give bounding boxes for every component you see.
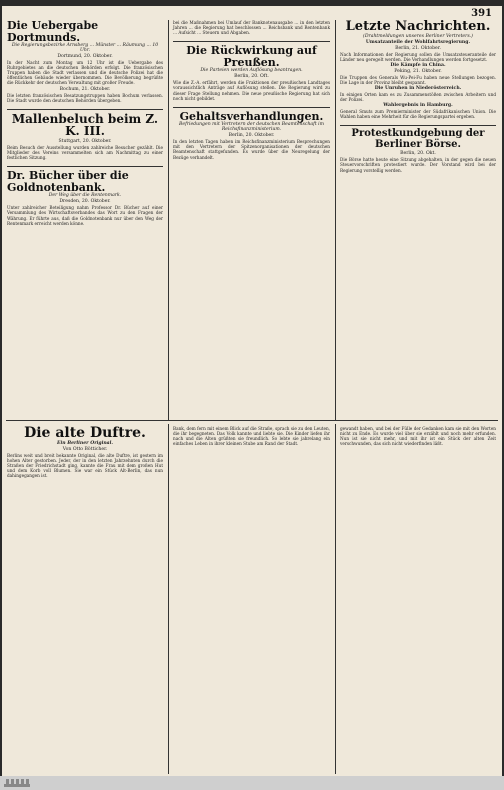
dateline: Peking, 21. Oktober. [394,68,442,74]
article-text: Die Börse hatte heute eine Sitzung abgehalten, in der gegen die neuen Steuervorschriften protestiert wurde. Der Vorstand wird bei der Regierung vorstellig werden. [340,157,496,173]
article-text: Unter zahlreicher Beteiligung nahm Professor Dr. Bücher auf einer Versammlung des Wirtschaftsverbandes das Wort zu den Fragen der Währung. Er führte aus, daß die Goldnotenbank nur über den Weg der Rentenmark erreicht werden könne. [7,205,163,226]
page-number: 391 [471,8,492,19]
article-text: bei die Maßnahmen bei Umlauf der Banknotenausgabe ... in den letzten Jahren ... die Regierung hat beschlossen ... Reichsbank und Rentenbank ... Aufsicht ... Steuern und Abgaben. [173,20,330,36]
article-text: gewandt haben, und bei der Fülle der Gedanken kam sie mit den Worten nicht zu Ende. Es wurde viel über sie erzählt und noch mehr erfunden. Nun ist sie nicht mehr, und mit ihr ist ein Stück der alten Zeit verschwunden, das sich nicht wiederfinden läßt. [340,426,496,447]
article-subtitle: Die Regierungsbezirke Arnsberg ... Münster ... Räumung ... 10 Uhr. [11,43,159,54]
feuilleton-subtitle: Ein Berliner Original. [57,440,113,446]
column-divider [168,424,169,774]
article-title: Die Rückwirkung auf Preußen. [186,44,317,69]
dateline: Bochum, 21. Oktober. [59,86,111,92]
article-text: Die Truppen des Generals Wu-Pei-Fu haben neue Stellungen bezogen. Die Lage in der Provinz bleibt gespannt. [340,74,496,85]
dateline: Berlin, 20. Okt. [400,151,436,157]
article-text: Beim Besuch der Ausstellung wurden zahlreiche Besucher gezählt. Die Mitglieder des Vereins versammelten sich am Nachmittag zu einer festlichen Sitzung. [7,144,163,161]
article-text: Wie die Z.-A. erfährt, werden die Fraktionen der preußischen Landtages voraussichtlich Anträge auf Auflösung stellen. Die Regierung wird zu dieser Frage Stellung nehmen. Die neue preußische Regierung hat sich noch nicht gebildet. [173,80,330,101]
article-title: Dr. Bücher über die Goldnotenbank. [7,169,129,194]
feuilleton-column-3 [340,426,496,446]
article-text: General Smuts zum Premierminister der Südafrikanischen Union. Die Wahlen haben eine Mehrheit für die Regierungspartei ergeben. [340,109,496,120]
section-heading: Die Kämpfe in China. [390,62,446,68]
dateline: Dortmund, 20. Oktober. [57,54,113,60]
article-title: Protestkundgebung der Berliner Börse. [351,128,485,150]
article-text: Berlins weit und breit bekannte Original, die alte Duftre, ist gestern im hohen Alter gestorben. Jeder, der in den letzten Jahrzehnten durch die Straßen der Friedrichstadt ging, kannte die Frau mit dem großen Hut und dem Korb voll Blumen. Sie war ein Stück Alt-Berlin, das nun dahingegangen ist. [7,452,163,479]
article-subtitle: Befriedungen mit Vertretern der deutschen Beamtenschaft im Reichsfinanzministerium. [179,122,324,133]
dateline: Berlin, 21. Oktober. [395,45,441,51]
article-text: In der Nacht zum Montag um 12 Uhr ist die Uebergabe des Ruhrgebietes an die deutschen Behörden erfolgt. Die französischen Truppen haben die Stadt verlassen und die deutsche Polizei hat die öffentlichen Gebäude wieder übernommen. Die Bevölkerung begrüßte die Rückkehr der deutschen Verwaltung mit großer Freude. [7,60,163,86]
section-heading: Wahlergebnis in Hamburg. [383,103,453,109]
column-divider [168,20,169,420]
column-divider [335,20,336,420]
dateline: Stuttgart, 20. Oktober. [58,138,112,144]
library-logo-icon [4,778,30,788]
article-text: In einigen Orten kam es zu Zusammenstößen zwischen Arbeitern und der Polizei. [340,92,496,103]
article-title: Mallenbeluch beim Z. K. III. [11,111,159,139]
column-2 [173,20,330,160]
feuilleton-column-1 [7,426,163,478]
article-title: Die Uebergabe Dortmunds. [7,19,99,44]
section-heading: Umsatzanteile der Wohlfahrtsregierung. [365,39,471,45]
column-divider [335,424,336,774]
article-subtitle: (Drahtmeldungen unseres Berliner Vertreters.) [363,33,473,39]
section-heading: Die Unruhen in Niederösterreich. [374,86,462,92]
feuilleton-title: Die alte Duftre. [24,425,146,441]
dateline: Dresden, 20. Oktober. [59,199,111,205]
article-subtitle: Der Weg über die Rentenmark. [48,193,122,199]
article-subtitle: Die Parteien werden Auflösung beantragen. [200,68,303,74]
article-title: Gehaltsverhandlungen. [179,109,324,123]
newspaper-page [2,6,502,776]
article-text: In den letzten Tagen haben im Reichsfinanzministerium Besprechungen mit den Vertretern der Spitzenorganisationen der deutschen Beamtenschaft stattgefunden. Es wurde über die Neuregelung der Bezüge verhandelt. [173,139,330,160]
column-3 [340,20,496,173]
article-text: Nach Informationen der Regierung sollen die Umsatzsteueranteile der Länder neu geregelt werden. Die Verhandlungen werden fortgesetzt. [340,51,496,62]
scan-footer [0,776,504,790]
article-text: Die letzten französischen Besatzungstruppen haben Bochum verlassen. Die Stadt wurde den deutschen Behörden übergeben. [7,92,163,103]
byline: Von Otto Bötticher. [62,446,108,452]
feuilleton-column-2 [173,426,330,446]
article-text: Bank, dem fern mit einem Blick auf die Straße, sprach sie zu den Leuten, die ihr begegneten. Das Volk kannte und liebte sie. Die Kinder liefen ihr nach und die Alten grüßten sie freundlich. So lebte sie jahrelang ein einfaches Leben in ihrer kleinen Stube am Rand der Stadt. [173,426,330,447]
dateline: Berlin, 20. Oft. [234,74,269,80]
column-1 [7,20,163,226]
dateline: Berlin, 20. Oktober. [228,133,275,139]
article-title: Letzte Nachrichten. [345,19,491,34]
section-divider [6,420,498,421]
